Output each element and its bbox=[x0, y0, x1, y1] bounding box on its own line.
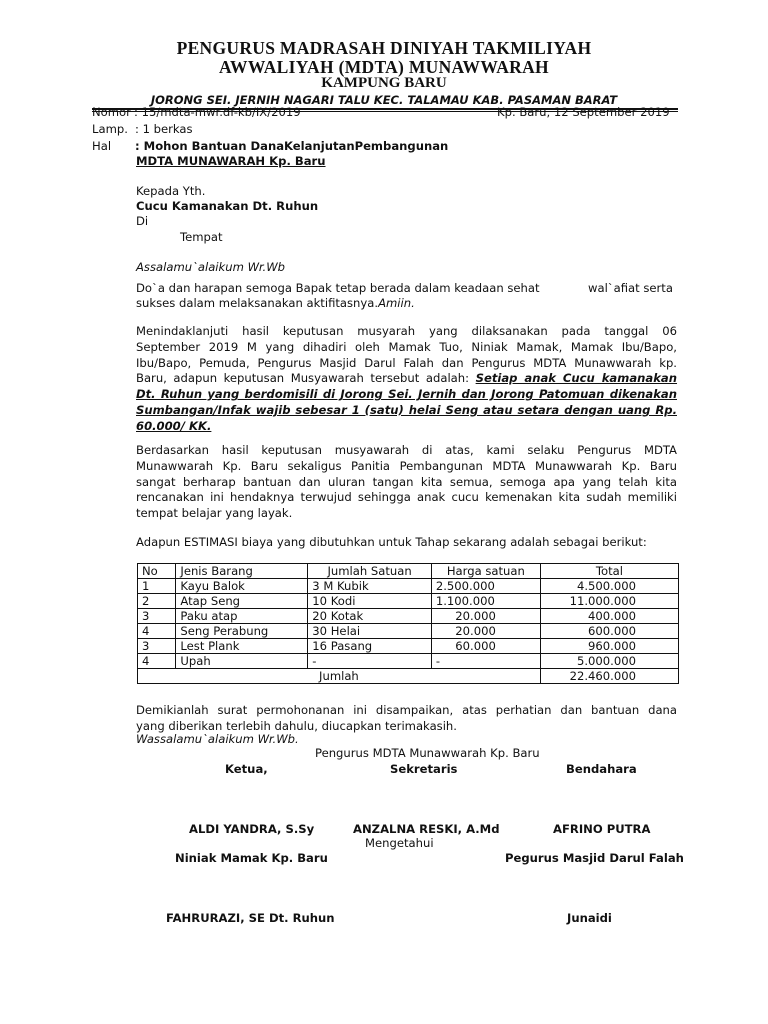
cell-price: 2.500.000 bbox=[431, 579, 540, 594]
paragraph-1-line-1b: wal`afiat serta bbox=[588, 281, 673, 295]
table-row bbox=[138, 624, 679, 639]
cell-price: 20.000 bbox=[431, 624, 540, 639]
recipient-di: Di bbox=[136, 214, 149, 228]
paragraph-3-line-5: tempat belajar yang layak. bbox=[136, 506, 293, 521]
table-row bbox=[138, 594, 679, 609]
cell-qty: 30 Helai bbox=[308, 624, 432, 639]
cell-price: 1.100.000 bbox=[431, 594, 540, 609]
cell-qty: 20 Kotak bbox=[308, 609, 432, 624]
col-header-no: No bbox=[138, 564, 176, 579]
closing-line-2: yang diberikan terlebih dahulu, diucapkan terimakasih. bbox=[136, 718, 457, 733]
paragraph-3-line-3: sangat berharap bantuan dan uluran tangan kita semua, semoga apa yang telah kita bbox=[136, 474, 677, 489]
cell-qty: - bbox=[308, 654, 432, 669]
paragraph-2-line-3: Ibu/Bapo, Pemuda, Pengurus Masjid Darul Falah dan Pengurus MDTA Munawwarah kp. bbox=[136, 355, 677, 370]
place-date: Kp. Baru, 12 September 2019 bbox=[497, 105, 670, 119]
letterhead-line-3: KAMPUNG BARU bbox=[321, 75, 447, 91]
closing-paragraph bbox=[136, 703, 677, 735]
col-header-qty: Jumlah Satuan bbox=[308, 564, 432, 579]
cell-item: Paku atap bbox=[176, 609, 308, 624]
table-row bbox=[138, 639, 679, 654]
col-header-item: Jenis Barang bbox=[176, 564, 308, 579]
niniak-mamak-label: Niniak Mamak Kp. Baru bbox=[175, 851, 328, 865]
paragraph-1-line-2 bbox=[136, 296, 415, 310]
paragraph-3-line-4: rencanakan ini hendaknya terwujud sehingga anak cucu kemenakan kita sudah memiliki bbox=[136, 490, 677, 505]
cell-no: 3 bbox=[138, 639, 176, 654]
lamp-value: : 1 berkas bbox=[135, 122, 193, 136]
bendahara-label: Bendahara bbox=[566, 762, 637, 776]
cell-qty: 10 Kodi bbox=[308, 594, 432, 609]
ketua-label: Ketua, bbox=[225, 762, 268, 776]
paragraph-2 bbox=[136, 324, 677, 435]
col-header-price: Harga satuan bbox=[431, 564, 540, 579]
paragraph-2-line-2: September 2019 M yang dihadiri oleh Mamak Tuo, Niniak Mamak, Mamak Ibu/Bapo, bbox=[136, 339, 677, 354]
recipient-tempat: Tempat bbox=[180, 230, 223, 244]
recipient-kepada: Kepada Yth. bbox=[136, 184, 206, 198]
cell-total: 4.500.000 bbox=[540, 579, 678, 594]
table-header-row bbox=[138, 564, 679, 579]
paragraph-2-line-4-text: Baru, adapun keputusan Musyawarah tersebut adalah: bbox=[136, 371, 470, 386]
cell-item: Kayu Balok bbox=[176, 579, 308, 594]
cell-total: 960.000 bbox=[540, 639, 678, 654]
hal-value: : Mohon Bantuan DanaKelanjutanPembangunan bbox=[135, 139, 449, 153]
cell-item: Atap Seng bbox=[176, 594, 308, 609]
sekretaris-label: Sekretaris bbox=[390, 762, 458, 776]
hal-label: Hal bbox=[92, 139, 112, 153]
sum-value: 22.460.000 bbox=[540, 669, 678, 684]
table-row bbox=[138, 579, 679, 594]
sekretaris-name: ANZALNA RESKI, A.Md bbox=[353, 822, 500, 836]
cell-no: 1 bbox=[138, 579, 176, 594]
wassalam: Wassalamu`alaikum Wr.Wb. bbox=[136, 732, 299, 746]
paragraph-3-line-2: Munawwarah Kp. Baru sekaligus Panitia Pembangunan MDTA Munawwarah Kp. Baru bbox=[136, 458, 677, 473]
cell-qty: 3 M Kubik bbox=[308, 579, 432, 594]
paragraph-3-line-1: Berdasarkan hasil keputusan musyawarah di atas, kami selaku Pengurus MDTA bbox=[136, 443, 677, 457]
cell-item: Lest Plank bbox=[176, 639, 308, 654]
closing-line-1: Demikianlah surat permohonanan ini disampaikan, atas perhatian dan bantuan dana bbox=[136, 703, 677, 717]
cell-price: 20.000 bbox=[431, 609, 540, 624]
sum-label: Jumlah bbox=[138, 669, 541, 684]
bendahara-name: AFRINO PUTRA bbox=[553, 822, 651, 836]
table-sum-row bbox=[138, 669, 679, 684]
decision-emphasis-1: Setiap anak Cucu kamanakan bbox=[475, 371, 678, 386]
col-header-total: Total bbox=[540, 564, 678, 579]
hal-value-2: MDTA MUNAWARAH Kp. Baru bbox=[136, 154, 326, 168]
signature-org: Pengurus MDTA Munawwarah Kp. Baru bbox=[315, 746, 540, 760]
cell-qty: 16 Pasang bbox=[308, 639, 432, 654]
masjid-name: Junaidi bbox=[567, 911, 612, 925]
nomor-value: : 15/mdta-mwr.df-kb/IX/2019 bbox=[134, 105, 301, 119]
decision-emphasis-4: 60.000/ KK. bbox=[136, 418, 212, 433]
cell-no: 4 bbox=[138, 624, 176, 639]
lamp-label: Lamp. bbox=[92, 122, 128, 136]
niniak-mamak-name: FAHRURAZI, SE Dt. Ruhun bbox=[166, 911, 335, 925]
letterhead-address: JORONG SEI. JERNIH NAGARI TALU KEC. TALAMAU KAB. PASAMAN BARAT bbox=[150, 93, 618, 107]
recipient-name: Cucu Kamanakan Dt. Ruhun bbox=[136, 199, 319, 213]
paragraph-3 bbox=[136, 443, 677, 522]
table-row bbox=[138, 609, 679, 624]
cell-total: 11.000.000 bbox=[540, 594, 678, 609]
cell-item: Seng Perabung bbox=[176, 624, 308, 639]
paragraph-1-line-1a: Do`a dan harapan semoga Bapak tetap berada dalam keadaan sehat bbox=[136, 281, 540, 295]
cell-no: 3 bbox=[138, 609, 176, 624]
cell-price: 60.000 bbox=[431, 639, 540, 654]
paragraph-1-text: sukses dalam melaksanakan aktifitasnya. bbox=[136, 296, 379, 310]
nomor-label: Nomor bbox=[92, 105, 131, 119]
paragraph-2-line-1: Menindaklanjuti hasil keputusan musyarah yang dilaksanakan pada tanggal 06 bbox=[136, 324, 677, 338]
cell-no: 4 bbox=[138, 654, 176, 669]
estimate-intro: Adapun ESTIMASI biaya yang dibutuhkan untuk Tahap sekarang adalah sebagai berikut: bbox=[136, 535, 647, 549]
letterhead-line-1: PENGURUS MADRASAH DINIYAH TAKMILIYAH bbox=[176, 38, 592, 58]
cell-item: Upah bbox=[176, 654, 308, 669]
paragraph-2-line-4 bbox=[136, 371, 677, 387]
estimate-table bbox=[137, 563, 679, 684]
salutation: Assalamu`alaikum Wr.Wb bbox=[136, 260, 286, 274]
cell-total: 5.000.000 bbox=[540, 654, 678, 669]
table-row bbox=[138, 654, 679, 669]
cell-total: 400.000 bbox=[540, 609, 678, 624]
letterhead-line-2: AWWALIYAH (MDTA) MUNAWWARAH bbox=[219, 57, 549, 77]
cell-no: 2 bbox=[138, 594, 176, 609]
ketua-name: ALDI YANDRA, S.Sy bbox=[189, 822, 315, 836]
mengetahui-label: Mengetahui bbox=[365, 836, 434, 850]
cell-total: 600.000 bbox=[540, 624, 678, 639]
decision-emphasis-2: Dt. Ruhun yang berdomisili di Jorong Sei. Jernih dan Jorong Patomuan dikenakan bbox=[136, 387, 677, 402]
masjid-label: Pegurus Masjid Darul Falah bbox=[505, 851, 684, 865]
cell-price: - bbox=[431, 654, 540, 669]
decision-emphasis-3: Sumbangan/Infak wajib sebesar 1 (satu) helai Seng atau setara dengan uang Rp. bbox=[136, 402, 677, 417]
paragraph-1-amiin: Amiin. bbox=[378, 296, 415, 310]
